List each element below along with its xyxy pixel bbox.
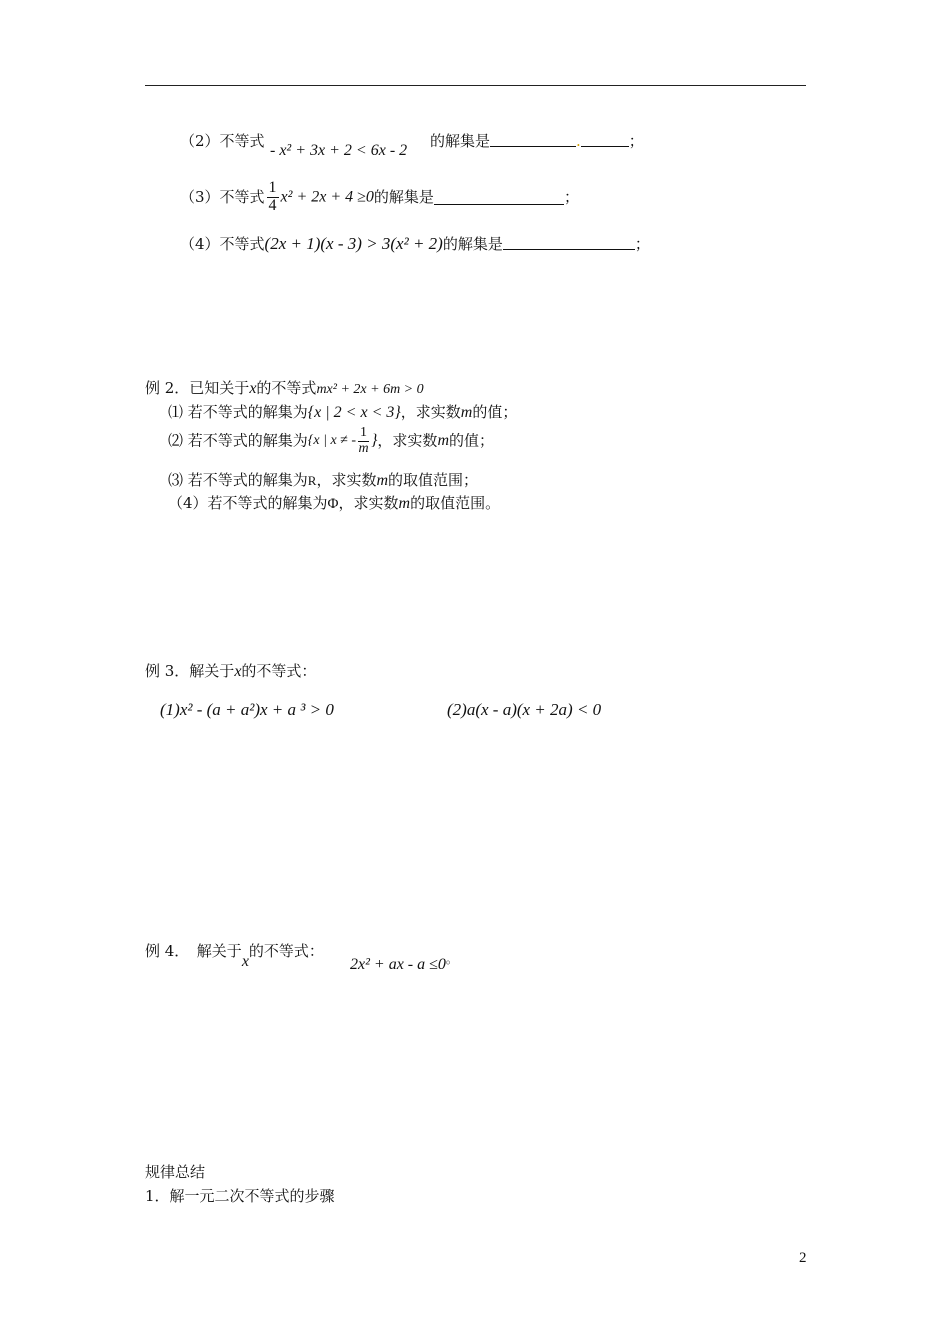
- example-4-end: 。: [445, 952, 458, 966]
- part-1-set: {x | 2 < x < 3}: [307, 404, 401, 421]
- example-2-part-3: [168, 469, 478, 490]
- part-1-text-c: 的值；: [472, 403, 518, 421]
- answer-blank[interactable]: [490, 132, 576, 147]
- fraction-numerator: 1: [268, 179, 277, 196]
- summary-item-1: 1．解一元二次不等式的步骤: [145, 1187, 335, 1205]
- variable-x: x: [241, 953, 249, 970]
- answer-blank[interactable]: [581, 132, 629, 147]
- example-2-expression: mx² + 2x + 6m > 0: [316, 382, 424, 397]
- part-1-text: ⑴ 若不等式的解集为: [168, 403, 308, 421]
- example-3-expression-2: (2)a(x - a)(x + 2a) < 0: [447, 700, 602, 719]
- question-4: [180, 233, 650, 254]
- marker-dot: .: [576, 132, 581, 150]
- example-2-part-1: [168, 401, 517, 422]
- question-2: [180, 130, 265, 151]
- example-3-expression-1: (1)x² - (a + a²)x + a ³ > 0: [160, 700, 334, 719]
- example-4-title: [145, 940, 324, 970]
- question-4-label: （4）不等式: [180, 235, 265, 253]
- question-4-suffix: 的解集是: [442, 235, 503, 253]
- question-2-answer-line: [430, 130, 644, 151]
- example-3-title-text-b: 的不等式：: [241, 662, 317, 680]
- part-2-set-end: }: [371, 432, 378, 450]
- question-2-expression: - x² + 3x + 2 < 6x - 2: [270, 142, 408, 159]
- fraction-denominator: m: [358, 440, 369, 456]
- part-2-text-b: ，求实数: [377, 431, 438, 450]
- question-3-label: （3）不等式: [180, 187, 265, 206]
- empty-set-phi: Φ: [327, 496, 339, 512]
- example-4-expression: [350, 950, 458, 974]
- question-3: [180, 180, 579, 215]
- question-3-suffix: 的解集是: [373, 187, 434, 206]
- variable-m: m: [460, 404, 473, 421]
- fraction-denominator: 4: [268, 196, 277, 214]
- variable-m: m: [398, 495, 411, 512]
- part-2-set-start: {x | x ≠ -: [307, 433, 357, 449]
- part-4-text-c: 的取值范围。: [410, 494, 501, 512]
- example-3-title: [145, 660, 316, 681]
- variable-m: m: [437, 432, 449, 450]
- header-rule: [145, 85, 806, 86]
- question-3-expression: x² + 2x + 4 ≥0: [280, 188, 374, 206]
- part-3-text: ⑶ 若不等式的解集为: [168, 471, 308, 489]
- example-2-part-2: [168, 426, 494, 456]
- example-3-title-text: 例 3．解关于: [145, 662, 235, 680]
- variable-m: m: [376, 472, 389, 489]
- part-3-text-c: 的取值范围；: [388, 471, 479, 489]
- example-4-title-text-b: 的不等式：: [248, 942, 324, 960]
- fraction-one-quarter: [267, 180, 279, 215]
- part-2-text-c: 的值；: [449, 431, 495, 450]
- part-3-text-b: ，求实数: [316, 471, 377, 489]
- fraction-numerator: 1: [360, 425, 368, 440]
- summary-title: 规律总结: [145, 1163, 206, 1181]
- part-4-text-b: ，求实数: [338, 494, 399, 512]
- example-2-title-text: 例 2．已知关于: [145, 379, 250, 397]
- part-1-text-b: ，求实数: [400, 403, 461, 421]
- answer-blank[interactable]: [503, 235, 635, 250]
- question-4-end: ；: [634, 235, 650, 253]
- question-2-label: （2）不等式: [180, 132, 265, 150]
- question-4-expression: (2x + 1)(x - 3) > 3(x² + 2): [264, 234, 443, 253]
- question-2-end: ；: [628, 132, 644, 150]
- part-2-text: ⑵ 若不等式的解集为: [168, 431, 308, 450]
- question-2-suffix: 的解集是: [430, 132, 491, 150]
- page-number: 2: [799, 1250, 807, 1266]
- fraction-one-over-m: [358, 426, 369, 456]
- set-r: R: [307, 473, 317, 488]
- variable-x: x: [234, 663, 242, 680]
- example-2-title: [145, 377, 424, 398]
- example-2-title-text-b: 的不等式: [256, 379, 317, 397]
- example-4-expression-text: 2x² + ax - a ≤0: [350, 956, 446, 973]
- part-4-text: （4）若不等式的解集为: [168, 494, 328, 512]
- example-2-part-4: [168, 492, 500, 513]
- question-3-end: ；: [563, 187, 579, 206]
- example-4-title-text: 例 4． 解关于: [145, 942, 242, 960]
- variable-x: x: [249, 380, 257, 397]
- answer-blank[interactable]: [434, 190, 564, 205]
